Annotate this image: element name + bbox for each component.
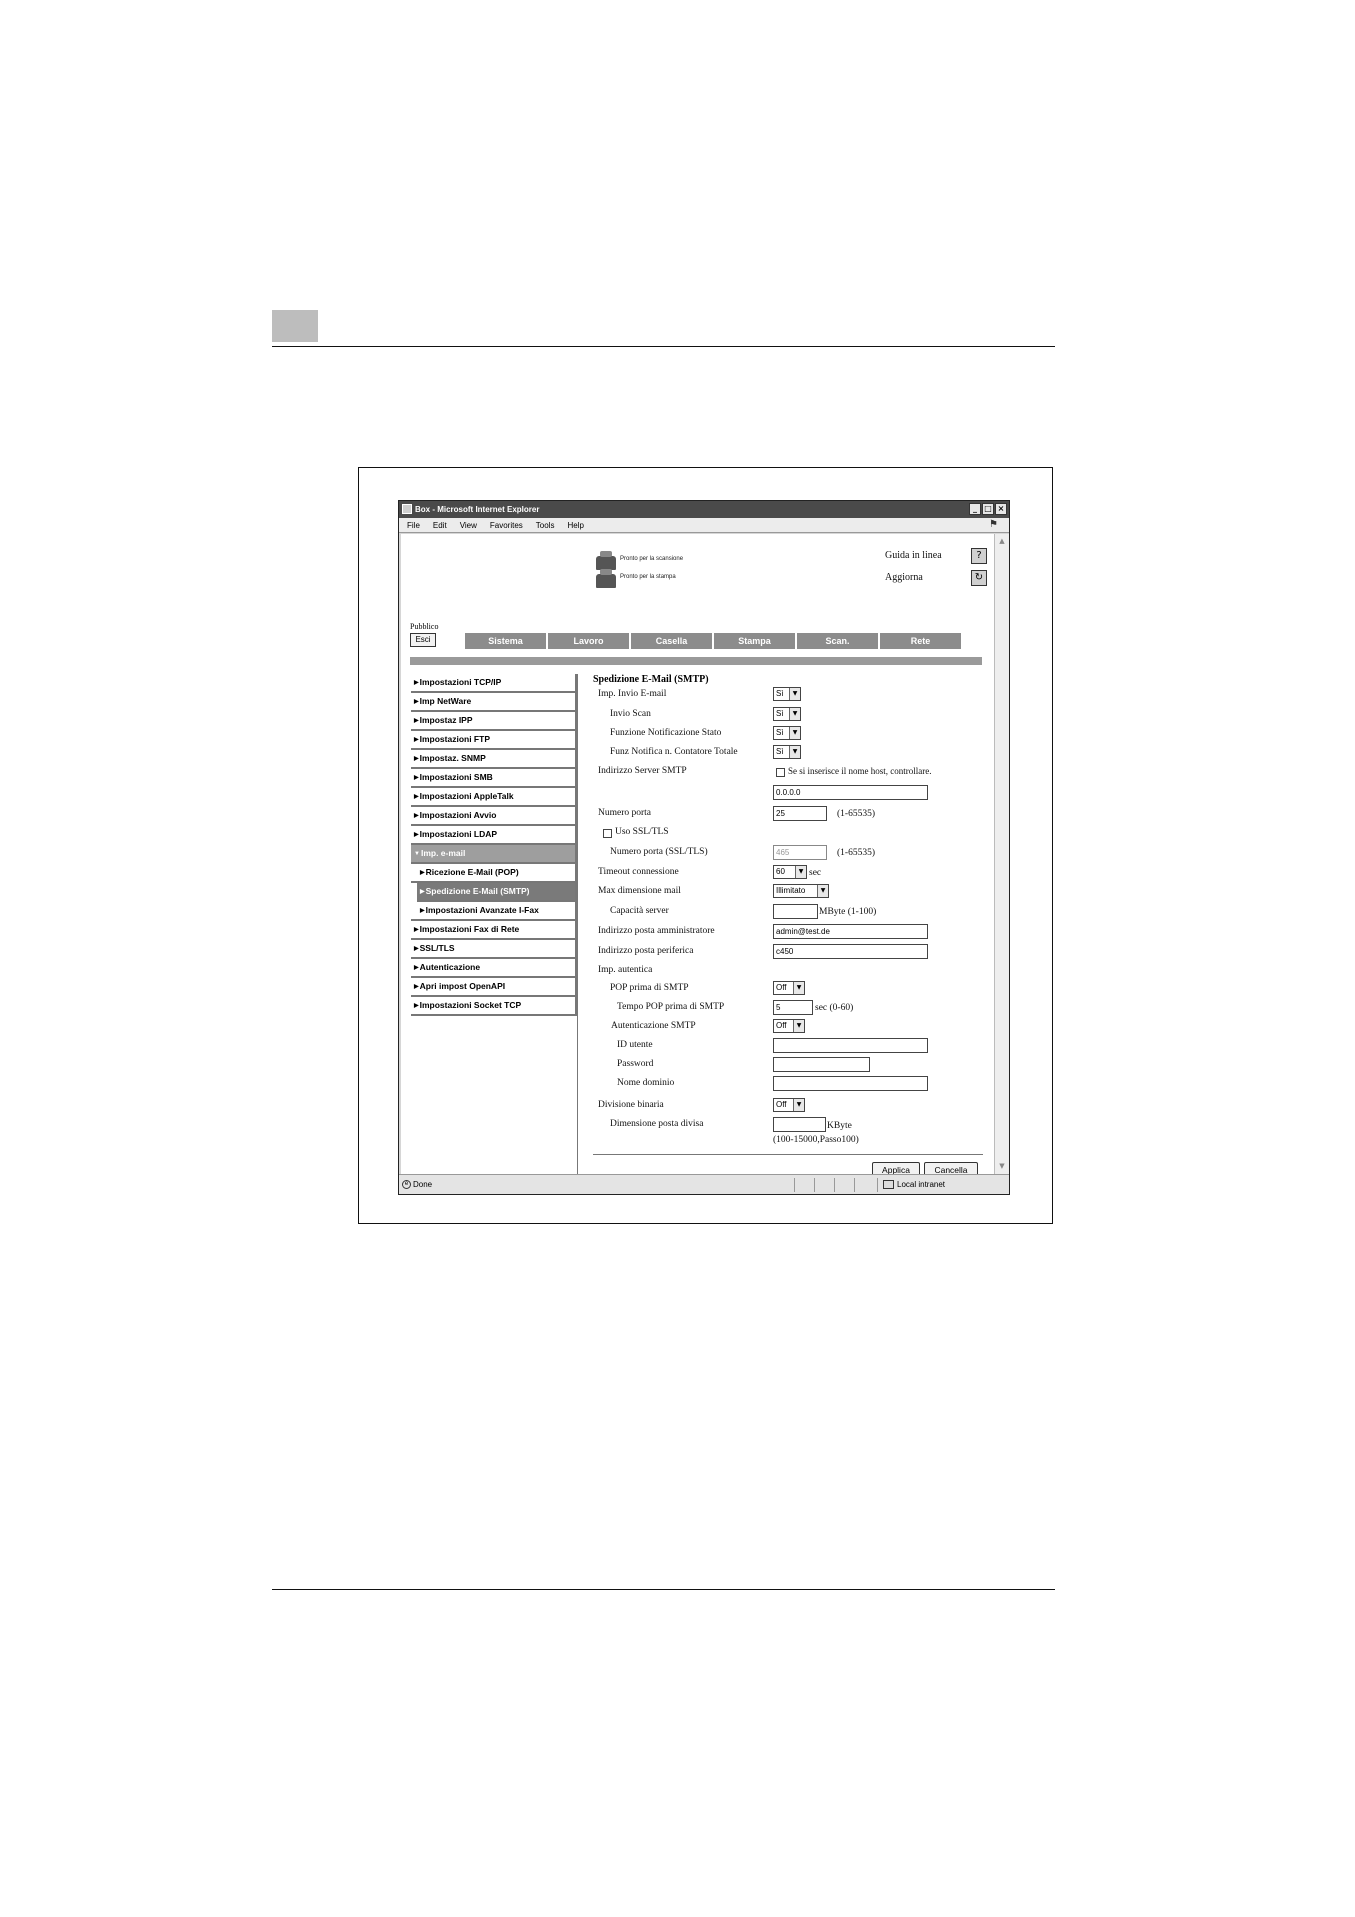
sidebar-item-label: SSL/TLS xyxy=(419,943,455,953)
tab-casella[interactable]: Casella xyxy=(631,633,712,649)
auth-label: Imp. autentica xyxy=(598,965,653,975)
ssl-label: Uso SSL/TLS xyxy=(615,827,669,837)
tab-rete[interactable]: Rete xyxy=(880,633,961,649)
cancel-button[interactable]: Cancella xyxy=(924,1162,978,1174)
scan-send-value: Sì xyxy=(776,709,784,718)
scan-send-label: Invio Scan xyxy=(610,709,651,719)
browser-window xyxy=(398,500,1010,1195)
sidebar-item-label: Impostaz IPP xyxy=(419,715,473,725)
binary-split-select[interactable] xyxy=(773,1098,805,1112)
header-rule xyxy=(272,346,1055,347)
pop-before-smtp-select[interactable] xyxy=(773,981,805,995)
ie-window-icon xyxy=(402,504,412,514)
chevron-down-icon: ▼ xyxy=(789,688,800,700)
max-size-label: Max dimensione mail xyxy=(598,886,681,896)
help-icon[interactable]: ? xyxy=(971,548,987,564)
menu-favorites[interactable]: Favorites xyxy=(489,521,523,530)
sidebar-item-appletalk[interactable]: ▶Impostazioni AppleTalk xyxy=(411,788,577,807)
sidebar-item-label: Apri impost OpenAPI xyxy=(419,981,506,991)
status-text: Done xyxy=(413,1180,433,1189)
status-notify-value: Sì xyxy=(776,728,784,737)
split-size-input[interactable] xyxy=(773,1117,826,1132)
tab-lavoro[interactable]: Lavoro xyxy=(548,633,629,649)
status-bar xyxy=(399,1174,1009,1194)
sidebar-item-label: Impostazioni AppleTalk xyxy=(419,791,514,801)
user-id-label: ID utente xyxy=(617,1040,653,1050)
hostname-note: Se si inserisce il nome host, controllare. xyxy=(788,766,932,776)
device-address-label: Indirizzo posta periferica xyxy=(598,946,694,956)
password-input[interactable] xyxy=(773,1057,870,1072)
sidebar-item-netware[interactable]: ▶Imp NetWare xyxy=(411,693,577,712)
print-status: Pronto per la stampa xyxy=(620,574,676,580)
minimize-button[interactable]: _ xyxy=(969,503,981,515)
binary-split-label: Divisione binaria xyxy=(598,1100,664,1110)
sidebar-item-tcpip[interactable]: ▶Impostazioni TCP/IP xyxy=(411,674,577,693)
chevron-down-icon: ▼ xyxy=(817,885,828,897)
chevron-down-icon: ▼ xyxy=(793,982,804,994)
domain-label: Nome dominio xyxy=(617,1078,675,1088)
binary-split-value: Off xyxy=(776,1100,787,1109)
page-done-icon: e xyxy=(402,1180,411,1189)
split-size-label: Dimensione posta divisa xyxy=(610,1119,704,1129)
refresh-icon[interactable]: ↻ xyxy=(971,570,987,586)
smtp-auth-value: Off xyxy=(776,1021,787,1030)
admin-address-input[interactable]: admin@test.de xyxy=(773,924,928,939)
status-separator xyxy=(794,1178,795,1192)
max-size-value: Illimitato xyxy=(776,886,806,895)
port-input[interactable]: 25 xyxy=(773,806,827,821)
sidebar-item-socket[interactable]: ▶Impostazioni Socket TCP xyxy=(411,997,577,1016)
menu-tools[interactable]: Tools xyxy=(535,521,555,530)
sidebar-item-email[interactable]: ▼Imp. e-mail xyxy=(411,845,577,864)
status-separator xyxy=(814,1178,815,1192)
status-separator xyxy=(854,1178,855,1192)
scroll-up-icon[interactable]: ▲ xyxy=(999,537,1005,545)
password-label: Password xyxy=(617,1059,654,1069)
counter-notify-select[interactable] xyxy=(773,745,801,759)
sidebar-item-smb[interactable]: ▶Impostazioni SMB xyxy=(411,769,577,788)
chevron-down-icon: ▼ xyxy=(789,727,800,739)
sidebar-item-avvio[interactable]: ▶Impostazioni Avvio xyxy=(411,807,577,826)
status-notify-select[interactable] xyxy=(773,726,801,740)
pop-time-unit: sec (0-60) xyxy=(815,1003,854,1013)
status-notify-label: Funzione Notificazione Stato xyxy=(610,728,722,738)
menu-file[interactable]: File xyxy=(407,521,420,530)
timeout-select[interactable] xyxy=(773,865,807,879)
form-divider xyxy=(593,1154,983,1155)
chevron-down-icon: ▼ xyxy=(793,1020,804,1032)
sidebar-item-label: Impostazioni SMB xyxy=(419,772,493,782)
user-mode-label: Pubblico xyxy=(410,622,439,631)
sidebar-item-label: Impostaz. SNMP xyxy=(419,753,486,763)
timeout-unit: sec xyxy=(809,868,822,878)
smtp-server-label: Indirizzo Server SMTP xyxy=(598,766,687,776)
server-capacity-unit: MByte (1-100) xyxy=(819,907,877,917)
sidebar-item-pop[interactable]: ▶Ricezione E-Mail (POP) xyxy=(411,864,577,883)
sidebar-item-ftp[interactable]: ▶Impostazioni FTP xyxy=(411,731,577,750)
counter-notify-label: Funz Notifica n. Contatore Totale xyxy=(610,747,738,757)
scan-status: Pronto per la scansione xyxy=(620,556,684,562)
sidebar-item-ldap[interactable]: ▶Impostazioni LDAP xyxy=(411,826,577,845)
server-capacity-label: Capacità server xyxy=(610,906,669,916)
domain-input[interactable] xyxy=(773,1076,928,1091)
footer-rule xyxy=(272,1589,1055,1590)
scan-send-select[interactable] xyxy=(773,707,801,721)
vertical-scrollbar[interactable] xyxy=(994,534,1009,1174)
menu-bar xyxy=(399,518,1009,533)
title-bar xyxy=(399,501,1009,518)
port-label: Numero porta xyxy=(598,808,652,818)
close-button[interactable]: × xyxy=(995,503,1007,515)
device-address-input[interactable]: c450 xyxy=(773,944,928,959)
help-link[interactable]: Guida in linea xyxy=(885,550,942,561)
send-email-value: Sì xyxy=(776,689,784,698)
sidebar-item-label: Impostazioni Fax di Rete xyxy=(419,924,520,934)
page-title: Spedizione E-Mail (SMTP) xyxy=(593,674,709,685)
smtp-auth-select[interactable] xyxy=(773,1019,805,1033)
printer-icon xyxy=(596,574,616,588)
sidebar-item-label: Imp. e-mail xyxy=(420,848,466,858)
tabs-band xyxy=(410,657,982,665)
ssl-port-input[interactable]: 465 xyxy=(773,845,827,860)
split-size-unit: KByte xyxy=(827,1121,852,1131)
sidebar-item-label: Impostazioni Socket TCP xyxy=(419,1000,522,1010)
sidebar xyxy=(411,674,578,1174)
smtp-server-input[interactable]: 0.0.0.0 xyxy=(773,785,928,800)
timeout-value: 60 xyxy=(776,867,785,876)
sidebar-item-ssl[interactable]: ▶SSL/TLS xyxy=(411,940,577,959)
apply-button[interactable]: Applica xyxy=(872,1162,920,1174)
user-id-input[interactable] xyxy=(773,1038,928,1053)
sidebar-item-snmp[interactable]: ▶Impostaz. SNMP xyxy=(411,750,577,769)
ssl-port-label: Numero porta (SSL/TLS) xyxy=(610,847,708,857)
sidebar-item-ipp[interactable]: ▶Impostaz IPP xyxy=(411,712,577,731)
sidebar-item-label: Impostazioni Avvio xyxy=(419,810,497,820)
page-viewport xyxy=(401,534,994,1174)
sidebar-item-openapi[interactable]: ▶Apri impost OpenAPI xyxy=(411,978,577,997)
sidebar-item-network-fax[interactable]: ▶Impostazioni Fax di Rete xyxy=(411,921,577,940)
send-email-label: Imp. Invio E-mail xyxy=(598,689,667,699)
sidebar-item-label: Impostazioni LDAP xyxy=(419,829,498,839)
pop-time-label: Tempo POP prima di SMTP xyxy=(617,1002,725,1012)
pop-before-smtp-value: Off xyxy=(776,983,787,992)
sidebar-item-label: Imp NetWare xyxy=(419,696,472,706)
sidebar-item-label: Impostazioni FTP xyxy=(419,734,490,744)
server-capacity-input[interactable] xyxy=(773,904,818,919)
status-separator xyxy=(834,1178,835,1192)
sidebar-item-ifax[interactable]: ▶Impostazioni Avanzate I-Fax xyxy=(411,902,577,921)
tab-sistema[interactable]: Sistema xyxy=(465,633,546,649)
sidebar-item-auth[interactable]: ▶Autenticazione xyxy=(411,959,577,978)
menu-edit[interactable]: Edit xyxy=(432,521,447,530)
menu-help[interactable]: Help xyxy=(567,521,584,530)
admin-address-label: Indirizzo posta amministratore xyxy=(598,926,715,936)
intranet-zone-icon xyxy=(883,1180,894,1189)
menu-view[interactable]: View xyxy=(459,521,477,530)
sidebar-item-label: Impostazioni TCP/IP xyxy=(419,677,502,687)
tab-stampa[interactable]: Stampa xyxy=(714,633,795,649)
hostname-checkbox[interactable] xyxy=(776,768,785,777)
ssl-checkbox[interactable] xyxy=(603,829,612,838)
port-range: (1-65535) xyxy=(837,809,875,819)
chevron-down-icon: ▼ xyxy=(789,708,800,720)
chapter-tab xyxy=(272,310,318,342)
window-title: Box - Microsoft Internet Explorer xyxy=(415,505,540,514)
chevron-down-icon: ▼ xyxy=(793,1099,804,1111)
refresh-link[interactable]: Aggiorna xyxy=(885,572,923,583)
max-size-select[interactable] xyxy=(773,884,829,898)
timeout-label: Timeout connessione xyxy=(598,867,679,877)
send-email-select[interactable] xyxy=(773,687,801,701)
scanner-icon xyxy=(596,556,616,570)
counter-notify-value: Sì xyxy=(776,747,784,756)
logout-button[interactable]: Esci xyxy=(410,633,436,647)
pop-before-smtp-label: POP prima di SMTP xyxy=(610,983,689,993)
sidebar-item-label: Spedizione E-Mail (SMTP) xyxy=(425,886,530,896)
maximize-button[interactable]: □ xyxy=(982,503,994,515)
smtp-auth-label: Autenticazione SMTP xyxy=(611,1021,696,1031)
tab-scan[interactable]: Scan. xyxy=(797,633,878,649)
split-size-range: (100-15000,Passo100) xyxy=(773,1135,859,1145)
sidebar-item-label: Ricezione E-Mail (POP) xyxy=(425,867,519,877)
sidebar-item-label: Impostazioni Avanzate I-Fax xyxy=(425,905,539,915)
chevron-down-icon: ▼ xyxy=(789,746,800,758)
security-zone: Local intranet xyxy=(897,1180,946,1189)
status-separator xyxy=(877,1178,878,1192)
sidebar-item-smtp[interactable]: ▶Spedizione E-Mail (SMTP) xyxy=(417,883,577,902)
pop-time-input[interactable]: 5 xyxy=(773,1000,813,1015)
chevron-down-icon: ▼ xyxy=(795,866,806,878)
scroll-down-icon[interactable]: ▼ xyxy=(999,1162,1005,1170)
ssl-port-range: (1-65535) xyxy=(837,848,875,858)
sidebar-item-label: Autenticazione xyxy=(419,962,481,972)
main-tabs xyxy=(465,633,961,649)
windows-logo-icon: ⚑ xyxy=(989,519,998,530)
